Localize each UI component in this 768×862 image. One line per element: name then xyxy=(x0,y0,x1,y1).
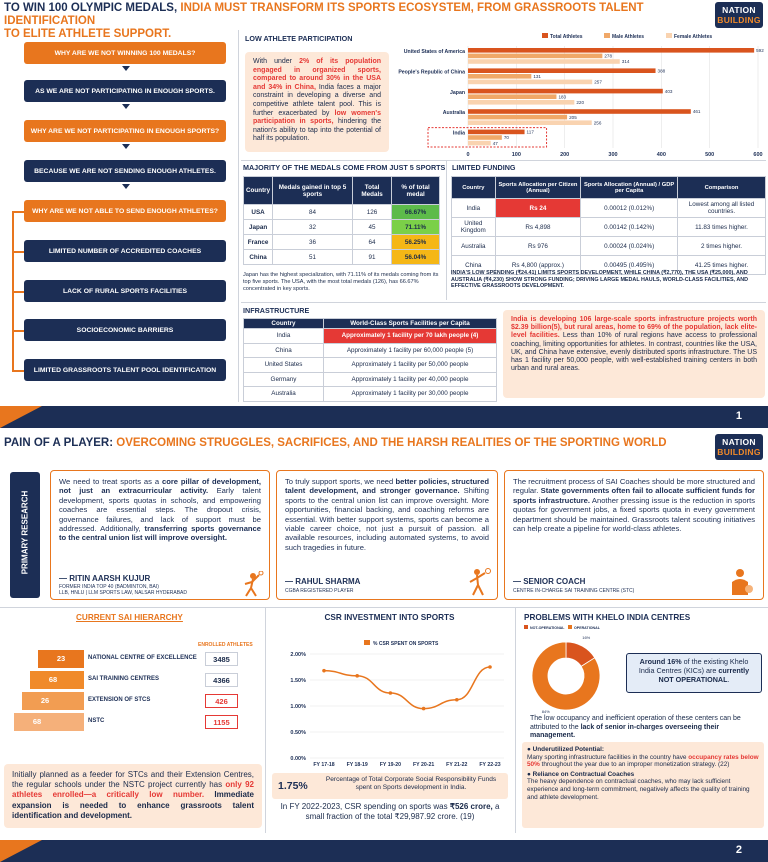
csr-line-chart xyxy=(268,610,511,770)
x-tick-label: FY 19-20 xyxy=(379,762,402,768)
bar xyxy=(468,54,602,59)
table-cell: Australia xyxy=(244,387,324,402)
table-cell: Rs 4,800 (approx.) xyxy=(495,256,581,275)
table-cell: 41.25 times higher. xyxy=(678,256,766,275)
connector-line xyxy=(12,291,24,293)
csr-t1: In FY 2022-2023, CSR spending on sports was xyxy=(280,802,450,811)
q1-b: core pillar of development, not just an extracurricular activity. xyxy=(59,477,261,496)
flow-step-4: BECAUSE WE ARE NOT SENDING ENOUGH ATHLETES. xyxy=(24,160,226,182)
legend-label: % CSR SPENT ON SPORTS xyxy=(373,641,439,647)
sai-p3: Immediate expansion is needed to enhance grassroots talent identification and development. xyxy=(12,790,255,820)
table-cell: Rs 976 xyxy=(495,237,581,256)
kc-2: of the existing Khelo India Centres (KICs) are xyxy=(638,657,749,675)
bar xyxy=(468,59,620,64)
legend-label: Female Athletes xyxy=(674,34,713,40)
b1h: Underutilized Potential: xyxy=(532,746,605,753)
infra-text xyxy=(503,310,765,398)
bar xyxy=(468,120,592,125)
athletes-bar-chart xyxy=(394,30,766,162)
table-cell: Approximately 1 facility per 60,000 people (5) xyxy=(324,343,497,358)
data-point xyxy=(488,665,492,669)
table-cell: France xyxy=(244,235,273,250)
legend-label: NOT-OPERATIONAL xyxy=(530,626,565,630)
table-cell: 51 xyxy=(273,250,353,265)
y-tick-label: 2.00% xyxy=(290,652,306,658)
x-tick-label: FY 22-23 xyxy=(479,762,501,768)
y-tick-label: 1.00% xyxy=(290,704,306,710)
q2-b: better policies, structured talent development, and stronger governance. xyxy=(285,477,489,496)
lp-t4: low women's participation in sports, xyxy=(253,109,381,126)
bar xyxy=(468,68,656,73)
table-cell: 126 xyxy=(352,205,391,220)
column-divider xyxy=(265,607,266,833)
table-cell: India xyxy=(452,199,496,218)
low-participation-text xyxy=(245,52,389,152)
series-line xyxy=(324,667,490,709)
flow-step-2: AS WE ARE NOT PARTICIPATING IN ENOUGH SPORTS. xyxy=(24,80,226,102)
csr-pct-box xyxy=(272,773,508,799)
csr-pct: 1.75% xyxy=(278,780,308,792)
y-tick-label: 1.50% xyxy=(290,678,306,684)
bar xyxy=(468,135,502,140)
x-tick-label: 600 xyxy=(753,152,763,158)
table-cell: 45 xyxy=(352,220,391,235)
cause-talent-pool: LIMITED GRASSROOTS TALENT POOL IDENTIFICATION xyxy=(24,359,226,381)
bullet1-heading: ● Underutilized Potential: xyxy=(527,746,605,753)
table-row xyxy=(244,235,440,250)
section-divider xyxy=(241,160,766,161)
p2-title-2: OVERCOMING STRUGGLES, SACRIFICES, AND THE HARSH REALITIES OF THE SPORTING WORLD xyxy=(116,437,667,449)
csr-t2: ₹526 crore, xyxy=(449,802,493,811)
title-part3: TO ELITE ATHLETE SUPPORT. xyxy=(4,28,172,40)
q1-author: — RITIN AARSH KUJUR xyxy=(59,574,151,583)
table-row xyxy=(244,329,497,344)
connector-line xyxy=(12,330,24,332)
table-cell: 0.00142 (0.142%) xyxy=(581,218,678,237)
sai-enrolled-value: 4366 xyxy=(205,673,238,687)
p2-title-1: PAIN OF A PLAYER: xyxy=(4,437,117,449)
slice-label: 16% xyxy=(582,635,591,641)
khelo-callout: Around 16% of the existing Khelo India Centres (KICs) are currently NOT OPERATIONAL. xyxy=(626,653,762,693)
kc-3: currently NOT OPERATIONAL xyxy=(658,666,750,684)
sai-level-label: EXTENSION OF STCS xyxy=(88,697,151,703)
b1a: Many sporting infrastructure facilities in the country have xyxy=(527,753,689,761)
q1-c: Early talent development, sports quotas in schools, and empowering coaches are essential steps. The dropout crisis, governance failures, and lack of support must be addressed. Additionally, xyxy=(59,486,261,534)
flow-step-5: WHY ARE WE NOT ABLE TO SEND ENOUGH ATHLETES? xyxy=(24,200,226,222)
logo2-line1: NATION xyxy=(722,437,756,447)
sai-text xyxy=(4,764,262,828)
low-participation-heading: LOW ATHLETE PARTICIPATION xyxy=(245,34,353,43)
table-cell: 2 times higher. xyxy=(678,237,766,256)
category-label: India xyxy=(452,130,465,137)
kp-2: lack of senior in-charges overseeing their management. xyxy=(530,723,720,740)
table-cell: Approximately 1 facility per 30,000 people xyxy=(324,387,497,402)
bar-value-label: 256 xyxy=(593,120,602,126)
data-point xyxy=(455,698,459,702)
sai-p2: only 92 athletes enrolled—a critically low number. xyxy=(12,780,254,800)
legend-label: Male Athletes xyxy=(612,34,645,40)
table-cell: Japan xyxy=(244,220,273,235)
logo-line2: BUILDING xyxy=(717,15,761,25)
table-row xyxy=(244,343,497,358)
bar-value-label: 461 xyxy=(692,109,701,115)
table-cell: 11.83 times higher. xyxy=(678,218,766,237)
bar-value-label: 131 xyxy=(533,74,541,79)
table-row xyxy=(244,205,440,220)
bar xyxy=(468,141,491,146)
category-label: Australia xyxy=(442,110,465,117)
x-tick-label: 500 xyxy=(705,152,715,158)
table-header: Comparison xyxy=(678,177,766,199)
page-number-1: 1 xyxy=(735,410,742,422)
arrow-down-icon xyxy=(122,104,130,109)
q1-role2: LLB, HNLU | LLM SPORTS LAW, NALSAR HYDERABAD xyxy=(59,590,188,596)
bar xyxy=(468,115,567,120)
sai-level-label: SAI TRAINING CENTRES xyxy=(88,676,160,682)
kc-1: Around 16% xyxy=(639,657,682,666)
column-divider xyxy=(515,607,516,833)
table-row xyxy=(452,237,766,256)
lp-t1: With under xyxy=(253,58,300,65)
funding-heading: LIMITED FUNDING xyxy=(452,163,516,172)
table-cell: Approximately 1 facility per 70 lakh people (4) xyxy=(324,329,497,344)
connector-line xyxy=(12,211,24,213)
khelo-pie-chart xyxy=(518,624,618,716)
table-cell: Approximately 1 facility per 50,000 people xyxy=(324,358,497,373)
flow-step-3: WHY ARE WE NOT PARTICIPATING IN ENOUGH SPORTS? xyxy=(24,120,226,142)
bar-value-label: 117 xyxy=(526,129,534,135)
table-cell: 0.00024 (0.024%) xyxy=(581,237,678,256)
table-header: Country xyxy=(244,319,324,329)
b1b: occupancy rates below 50% xyxy=(527,753,759,769)
page-number-2: 2 xyxy=(735,844,742,856)
category-label: People's Republic of China xyxy=(398,69,465,76)
table-row xyxy=(244,372,497,387)
cause-coaches: LIMITED NUMBER OF ACCREDITED COACHES xyxy=(24,240,226,262)
legend-swatch xyxy=(568,625,572,629)
logo-line1: NATION xyxy=(722,5,756,15)
bar-value-label: 403 xyxy=(664,88,673,94)
x-tick-label: FY 17-18 xyxy=(313,762,335,768)
table-cell: 91 xyxy=(352,250,391,265)
primary-research-label: PRIMARY RESEARCH xyxy=(20,490,30,575)
legend-label: Total Athletes xyxy=(550,34,583,40)
bullet2-heading: ● Reliance on Contractual Coaches xyxy=(527,770,635,778)
bar xyxy=(468,89,663,94)
csr-text xyxy=(276,802,504,822)
khelo-bullets xyxy=(522,742,764,828)
data-point xyxy=(389,691,393,695)
sai-enrolled-value: 1155 xyxy=(205,715,238,729)
x-tick-label: 300 xyxy=(608,152,618,158)
table-cell: Approximately 1 facility per 40,000 people xyxy=(324,372,497,387)
table-cell: 71.11% xyxy=(392,220,440,235)
legend-swatch xyxy=(364,640,370,645)
coach-icon xyxy=(725,567,755,597)
sai-level-label: NATIONAL CENTRE OF EXCELLENCE xyxy=(88,655,197,661)
bar-value-label: 47 xyxy=(492,140,498,146)
b2h: Reliance on Contractual Coaches xyxy=(532,770,635,778)
connector-line xyxy=(12,370,24,372)
arrow-down-icon xyxy=(122,66,130,71)
slice-label: 84% xyxy=(541,708,550,714)
bar-value-label: 205 xyxy=(569,114,577,120)
chart-title: CSR INVESTMENT INTO SPORTS xyxy=(324,613,455,622)
bar-value-label: 183 xyxy=(558,94,567,100)
q1-d: transferring sports governance to the central union list will improve oversight. xyxy=(59,524,261,543)
bar-value-label: 388 xyxy=(657,68,666,74)
table-cell: China xyxy=(244,343,324,358)
page2-footer xyxy=(0,840,768,862)
bar-value-label: 314 xyxy=(621,59,630,65)
bar xyxy=(468,94,556,99)
connector-line xyxy=(12,251,24,253)
x-tick-label: FY 18-19 xyxy=(346,762,368,768)
x-tick-label: 400 xyxy=(656,152,666,158)
nation-building-logo-2 xyxy=(715,434,763,460)
table-cell: 64 xyxy=(352,235,391,250)
column-divider xyxy=(238,30,239,402)
cause-rural-facilities: LACK OF RURAL SPORTS FACILITIES xyxy=(24,280,226,302)
category-label: United States of America xyxy=(403,49,465,55)
q1-a: We need to treat sports as a xyxy=(59,477,162,486)
enrolled-label: ENROLLED ATHLETES xyxy=(198,642,253,648)
kp-1: The low occupancy and inefficient operation of these centers can be attributed to the xyxy=(530,715,741,731)
bar-value-label: 220 xyxy=(576,100,585,105)
primary-research-band xyxy=(10,472,40,598)
y-tick-label: 0.00% xyxy=(290,756,306,762)
table-cell: 0.00012 (0.012%) xyxy=(581,199,678,218)
q2-role1: CGBA REGISTERED PLAYER xyxy=(285,588,354,594)
section-divider xyxy=(241,302,766,303)
infra-heading: INFRASTRUCTURE xyxy=(243,306,310,315)
table-cell: Lowest among all listed countries. xyxy=(678,199,766,218)
table-cell: India xyxy=(244,329,324,344)
table-cell: 66.67% xyxy=(392,205,440,220)
badminton-player-icon xyxy=(237,571,265,597)
table-header: Medals gained in top 5 sports xyxy=(273,177,353,205)
bar-value-label: 70 xyxy=(503,135,509,141)
q3-a: The recruitment process of SAI Coaches should be more structured and regular. xyxy=(513,477,755,496)
page1-footer xyxy=(0,406,768,428)
q3-c: Another pressing issue is the reduction in sports quotas for government jobs, a fixed sports quota in every government department should be maintained. Grassroots talent scouting initiatives can help create a pipeline for world-class athletes. xyxy=(513,495,755,534)
table-cell: United States xyxy=(244,358,324,373)
lp-t3: India faces a major constraint in developing a diverse and competitive athlete talent pool. This is further exacerbated by xyxy=(253,83,381,117)
table-cell: 32 xyxy=(273,220,353,235)
cause-socioeconomic: SOCIOECONOMIC BARRIERS xyxy=(24,319,226,341)
x-tick-label: FY 20-21 xyxy=(412,762,435,768)
x-tick-label: FY 21-22 xyxy=(446,762,468,768)
table-cell: USA xyxy=(244,205,273,220)
data-point xyxy=(422,707,426,711)
q2-author: — RAHUL SHARMA xyxy=(285,577,361,586)
lp-t2: 2% of its population engaged in organized sports, compared to around 30% in the USA and 34% in China, xyxy=(253,58,381,91)
table-header: Sports Allocation (Annual) / GDP per Capita xyxy=(581,177,678,199)
sai-count: 26 xyxy=(40,696,50,705)
infra-table xyxy=(243,318,497,402)
medals-table xyxy=(243,176,440,265)
y-tick-label: 0.50% xyxy=(290,730,306,736)
infra-t1: India is developing 106 large-scale sports infrastructure projects worth $2.39 billion(5), but rural areas, home to 69% of the population, lack elite-level facilities. xyxy=(511,316,757,340)
x-tick-label: 100 xyxy=(511,152,521,158)
bullet2-text: The heavy dependence on contractual coaches, who may lack sufficient experience and long-term commitment, negatively affects the quality of training and athlete development. xyxy=(527,778,750,801)
table-header: Sports Allocation per Citizen (Annual) xyxy=(495,177,581,199)
data-point xyxy=(322,669,326,673)
sai-enrolled-value: 426 xyxy=(205,694,238,708)
legend-swatch xyxy=(666,33,672,38)
table-row xyxy=(244,220,440,235)
table-cell: China xyxy=(452,256,496,275)
q1-role1: FORMER INDIA TOP 40 (BADMINTON, BAI) xyxy=(59,584,159,590)
x-tick-label: 0 xyxy=(466,152,470,158)
page2-title xyxy=(4,437,667,449)
q2-a: To truly support sports, we need xyxy=(285,477,396,486)
x-tick-label: 200 xyxy=(560,152,570,158)
bar xyxy=(468,48,754,53)
bar-value-label: 592 xyxy=(756,48,764,53)
category-label: Japan xyxy=(450,89,465,96)
bar xyxy=(468,130,525,135)
quote-card-sharma xyxy=(276,470,498,600)
table-row xyxy=(244,387,497,402)
q3-b: State governments often fail to allocate sufficient funds for sports infrastructure. xyxy=(513,486,755,505)
csr-t3: a small fraction of the total ₹29,987.92 crore. (19) xyxy=(305,802,500,822)
lp-t5: hindering the nation's ability to tap into the potential of half its population. xyxy=(253,118,381,143)
legend-swatch xyxy=(524,625,528,629)
table-row xyxy=(244,250,440,265)
q3-author: — SENIOR COACH xyxy=(513,577,586,586)
table-cell: Rs 24 xyxy=(495,199,581,218)
table-header: Country xyxy=(244,177,273,205)
table-cell: China xyxy=(244,250,273,265)
table-cell: 56.25% xyxy=(392,235,440,250)
sai-count: 23 xyxy=(56,654,66,663)
quote-card-coach xyxy=(504,470,764,600)
table-cell: 0.00495 (0.495%) xyxy=(581,256,678,275)
section-divider xyxy=(0,607,768,608)
infra-t2: Less than 10% of rural regions have access to professional coaching, limiting opportunities for athletes. In contrast, countries like the USA, UK, and China have extensive, evenly distributed sports infrastructure. The US has 1 facility per 50,000 people, with well-established training centers in both urban and rural areas. xyxy=(511,332,757,373)
medals-note: Japan has the highest specialization, with 71.11% of its medals coming from its top five sports. The USA, with the most total medals (126), has 66.67% concentrated in key sports. xyxy=(243,272,439,292)
quote-card-kujur xyxy=(50,470,270,600)
bar xyxy=(468,74,531,79)
csr-pct-desc: Percentage of Total Corporate Social Responsibility Funds spent on Sports development in India. xyxy=(325,776,497,791)
medals-heading: MAJORITY OF THE MEDALS COME FROM JUST 5 SPORTS xyxy=(243,163,446,172)
sai-heading: CURRENT SAI HIERARCHY xyxy=(76,613,183,622)
legend-swatch xyxy=(604,33,610,38)
bar-value-label: 278 xyxy=(604,53,613,59)
b1c: throughout the year due to an improper monetization strategy. (22) xyxy=(539,761,730,769)
table-cell: 84 xyxy=(273,205,353,220)
table-cell: Australia xyxy=(452,237,496,256)
bullet1-text xyxy=(527,754,759,769)
bar xyxy=(468,80,592,85)
khelo-text xyxy=(530,715,762,741)
table-row xyxy=(244,358,497,373)
table-cell: United Kingdom xyxy=(452,218,496,237)
table-cell: Germany xyxy=(244,372,324,387)
legend-swatch xyxy=(542,33,548,38)
bar-value-label: 257 xyxy=(594,79,602,85)
table-header: Total Medals xyxy=(352,177,391,205)
funding-table xyxy=(451,176,766,275)
nation-building-logo xyxy=(715,2,763,28)
sai-level-label: NSTC xyxy=(88,718,105,724)
flow-step-1: WHY ARE WE NOT WINNING 100 MEDALS? xyxy=(24,42,226,64)
sai-p1: Initially planned as a feeder for STCs and their Extension Centres, the regular schools under the NSTC project currently has xyxy=(12,770,254,790)
arrow-down-icon xyxy=(122,144,130,149)
table-header: % of total medal xyxy=(392,177,440,205)
table-row xyxy=(452,199,766,218)
legend-label: OPERATIONAL xyxy=(574,626,600,630)
arrow-down-icon xyxy=(122,184,130,189)
table-cell: 36 xyxy=(273,235,353,250)
sai-count: 68 xyxy=(32,717,42,726)
sai-count: 68 xyxy=(48,675,58,684)
q3-role1: CENTRE IN-CHARGE SAI TRAINING CENTRE (STC) xyxy=(513,588,635,594)
q2-c: Shifting sports to the central union list can improve oversight. More opportunities, financial backing, and coaching reforms are essential. With better support systems, sports can become a viable career choice, not just a pursuit of passion. all available resources, including automated systems, to avoid such tragedies in future. xyxy=(285,486,489,552)
column-divider xyxy=(446,160,447,300)
table-header: Country xyxy=(452,177,496,199)
data-point xyxy=(355,674,359,678)
sai-enrolled-value: 3485 xyxy=(205,652,238,666)
logo2-line2: BUILDING xyxy=(717,447,761,457)
table-cell: Rs 4,898 xyxy=(495,218,581,237)
table-header: World-Class Sports Facilities per Capita xyxy=(324,319,497,329)
funding-note: INDIA'S LOW SPENDING (₹24.41) LIMITS SPORTS DEVELOPMENT, WHILE CHINA (₹2,770), THE USA (₹25,000), AND AUSTRALIA (₹4,230) SHOW STRONG FUNDING; DRIVING LARGE MEDAL HAULS, WORLD-CLASS FACILITIES, AND EFFECTIVE GRASSROOTS DEVELOPMENT. xyxy=(451,270,749,290)
title-part2: INDIA MUST TRANSFORM ITS SPORTS ECOSYSTEM, FROM GRASSROOTS TALENT IDENTIFICATION xyxy=(4,2,644,27)
table-row xyxy=(452,218,766,237)
khelo-heading: PROBLEMS WITH KHELO INDIA CENTRES xyxy=(524,613,691,622)
badminton-player-icon xyxy=(465,567,493,597)
title-part1: TO WIN 100 OLYMPIC MEDALS, xyxy=(4,2,181,14)
bar xyxy=(468,109,691,114)
table-cell: 56.04% xyxy=(392,250,440,265)
bar xyxy=(468,100,574,105)
